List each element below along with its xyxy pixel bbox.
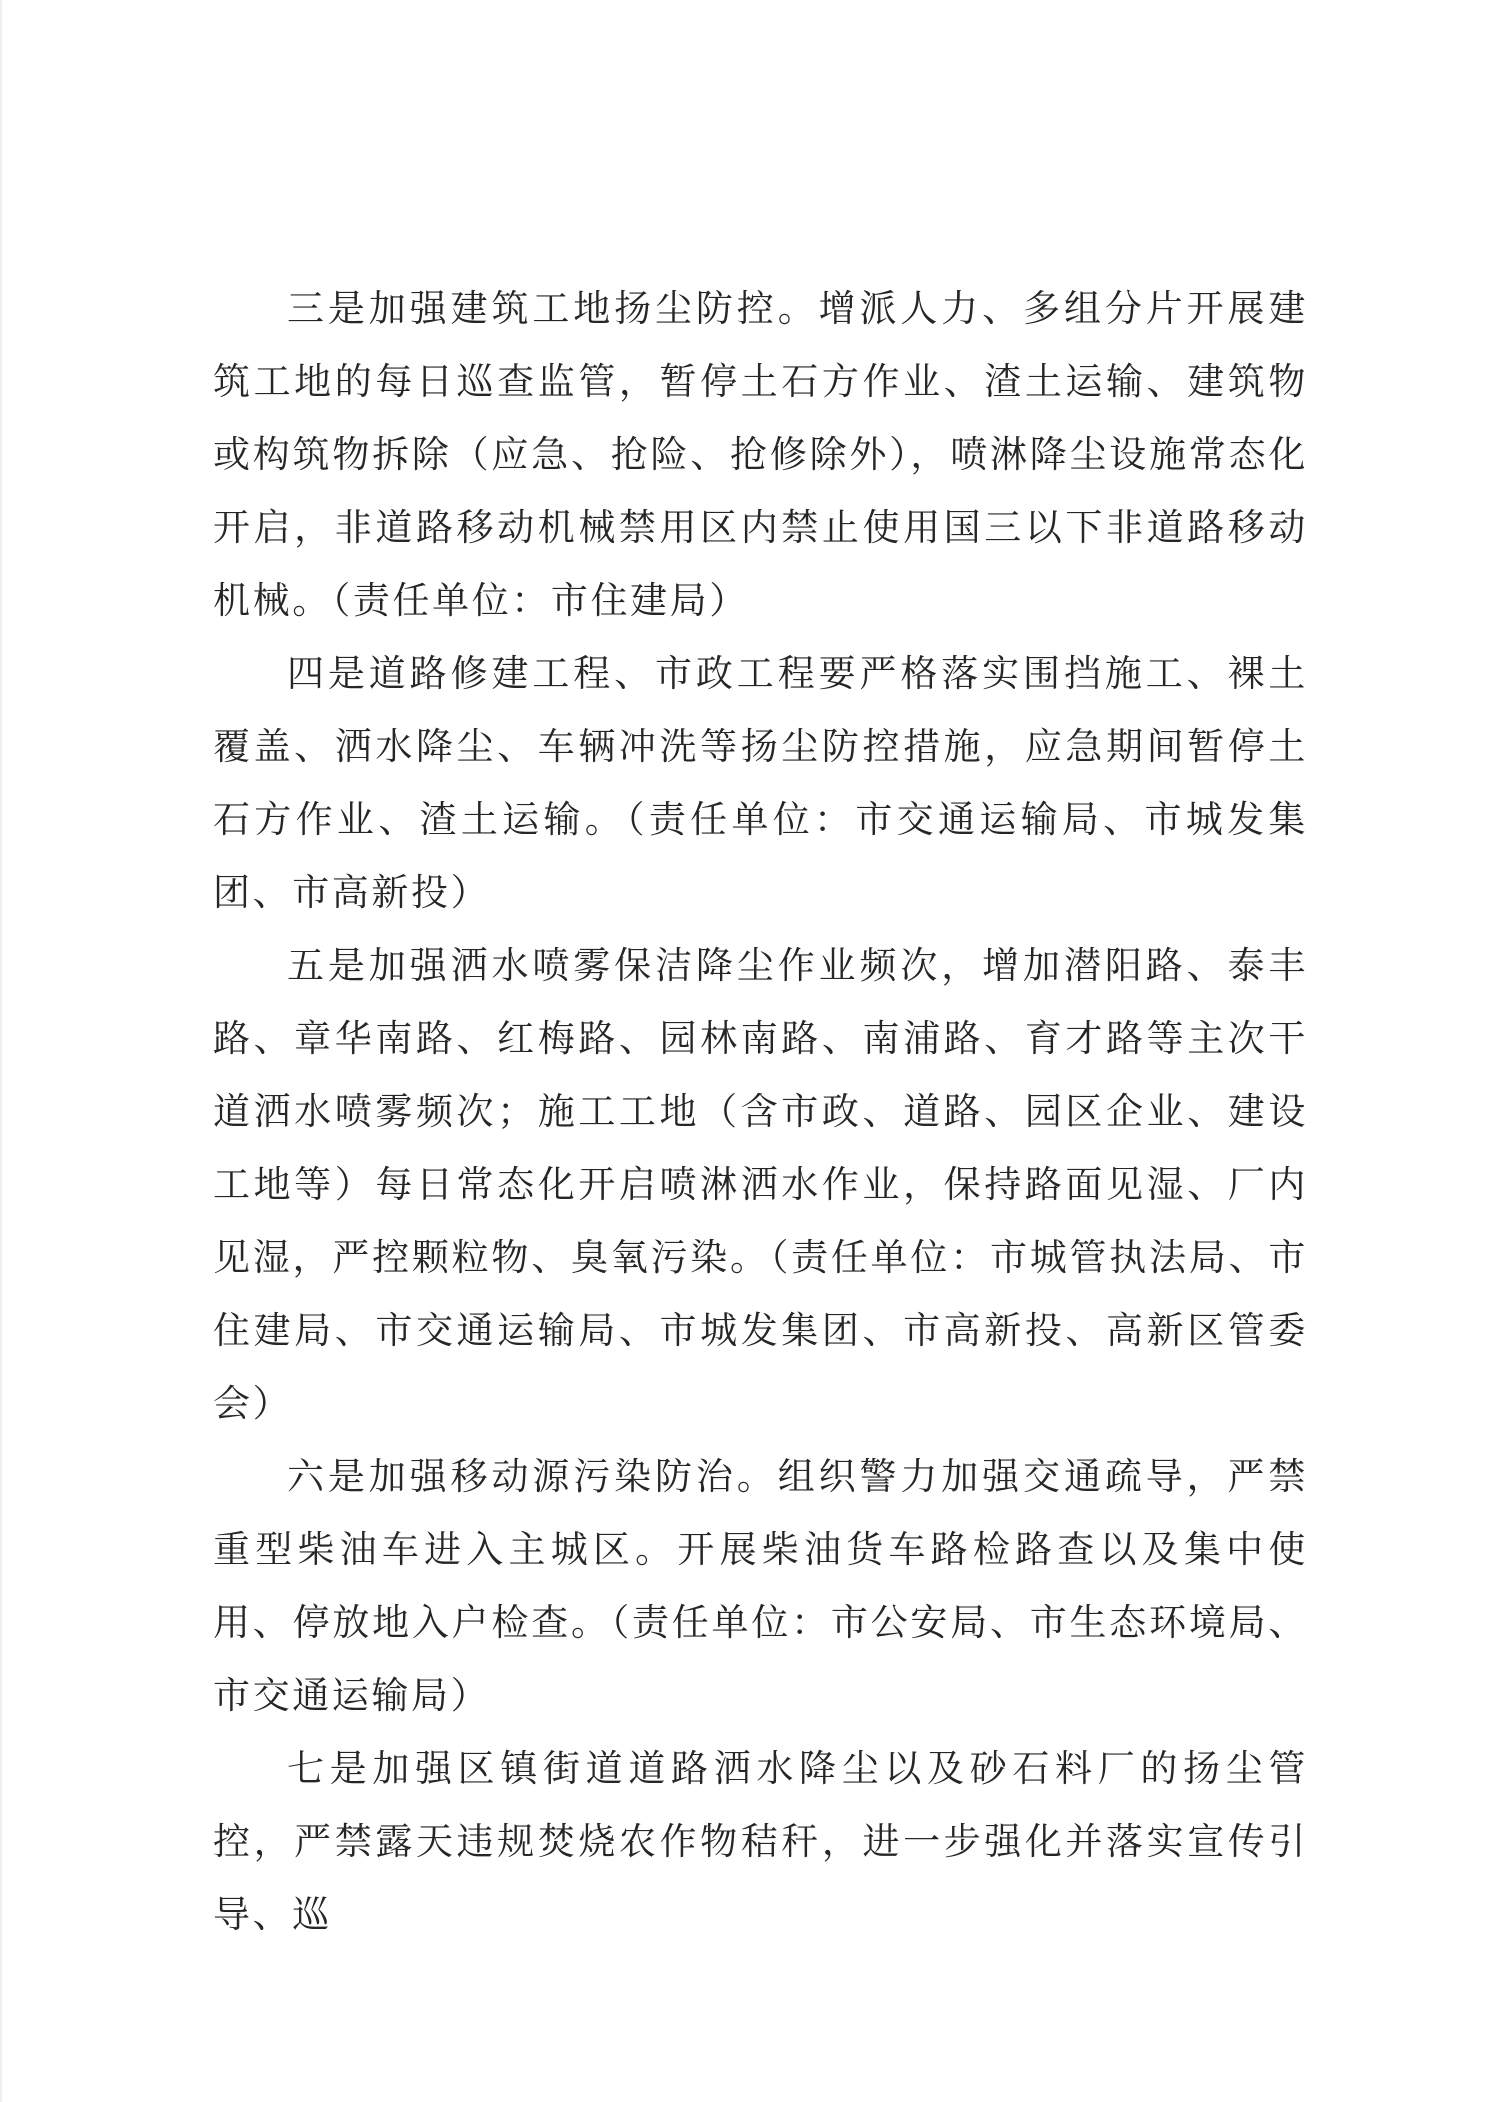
- scan-edge-shadow: [0, 0, 3, 2102]
- paragraph-water-spraying: 五是加强洒水喷雾保洁降尘作业频次，增加潜阳路、泰丰路、章华南路、红梅路、园林南路、南浦路、育才路等主次干道洒水喷雾频次；施工工地（含市政、道路、园区企业、建设工地等）每日常态化开启喷淋洒水作业，保持路面见湿、厂内见湿，严控颗粒物、臭氧污染。（责任单位：市城管执法局、市住建局、市交通运输局、市城发集团、市高新投、高新区管委会）: [213, 944, 1308, 1425]
- paragraph-mobile-source: 六是加强移动源污染防治。组织警力加强交通疏导，严禁重型柴油车进入主城区。开展柴油货车路检路查以及集中使用、停放地入户检查。（责任单位：市公安局、市生态环境局、市交通运输局）: [213, 1455, 1308, 1717]
- paragraph-road-works: 四是道路修建工程、市政工程要严格落实围挡施工、裸土覆盖、洒水降尘、车辆冲洗等扬尘防控措施，应急期间暂停土石方作业、渣土运输。（责任单位：市交通运输局、市城发集团、市高新投）: [213, 652, 1308, 914]
- paragraph-district-roads: 七是加强区镇街道道路洒水降尘以及砂石料厂的扬尘管控，严禁露天违规焚烧农作物秸秆，进一步强化并落实宣传引导、巡: [213, 1747, 1308, 1936]
- document-body: [213, 272, 1308, 1951]
- paragraph-construction-dust: 三是加强建筑工地扬尘防控。增派人力、多组分片开展建筑工地的每日巡查监管，暂停土石方作业、渣土运输、建筑物或构筑物拆除（应急、抢险、抢修除外），喷淋降尘设施常态化开启，非道路移动机械禁用区内禁止使用国三以下非道路移动机械。（责任单位：市住建局）: [213, 287, 1308, 622]
